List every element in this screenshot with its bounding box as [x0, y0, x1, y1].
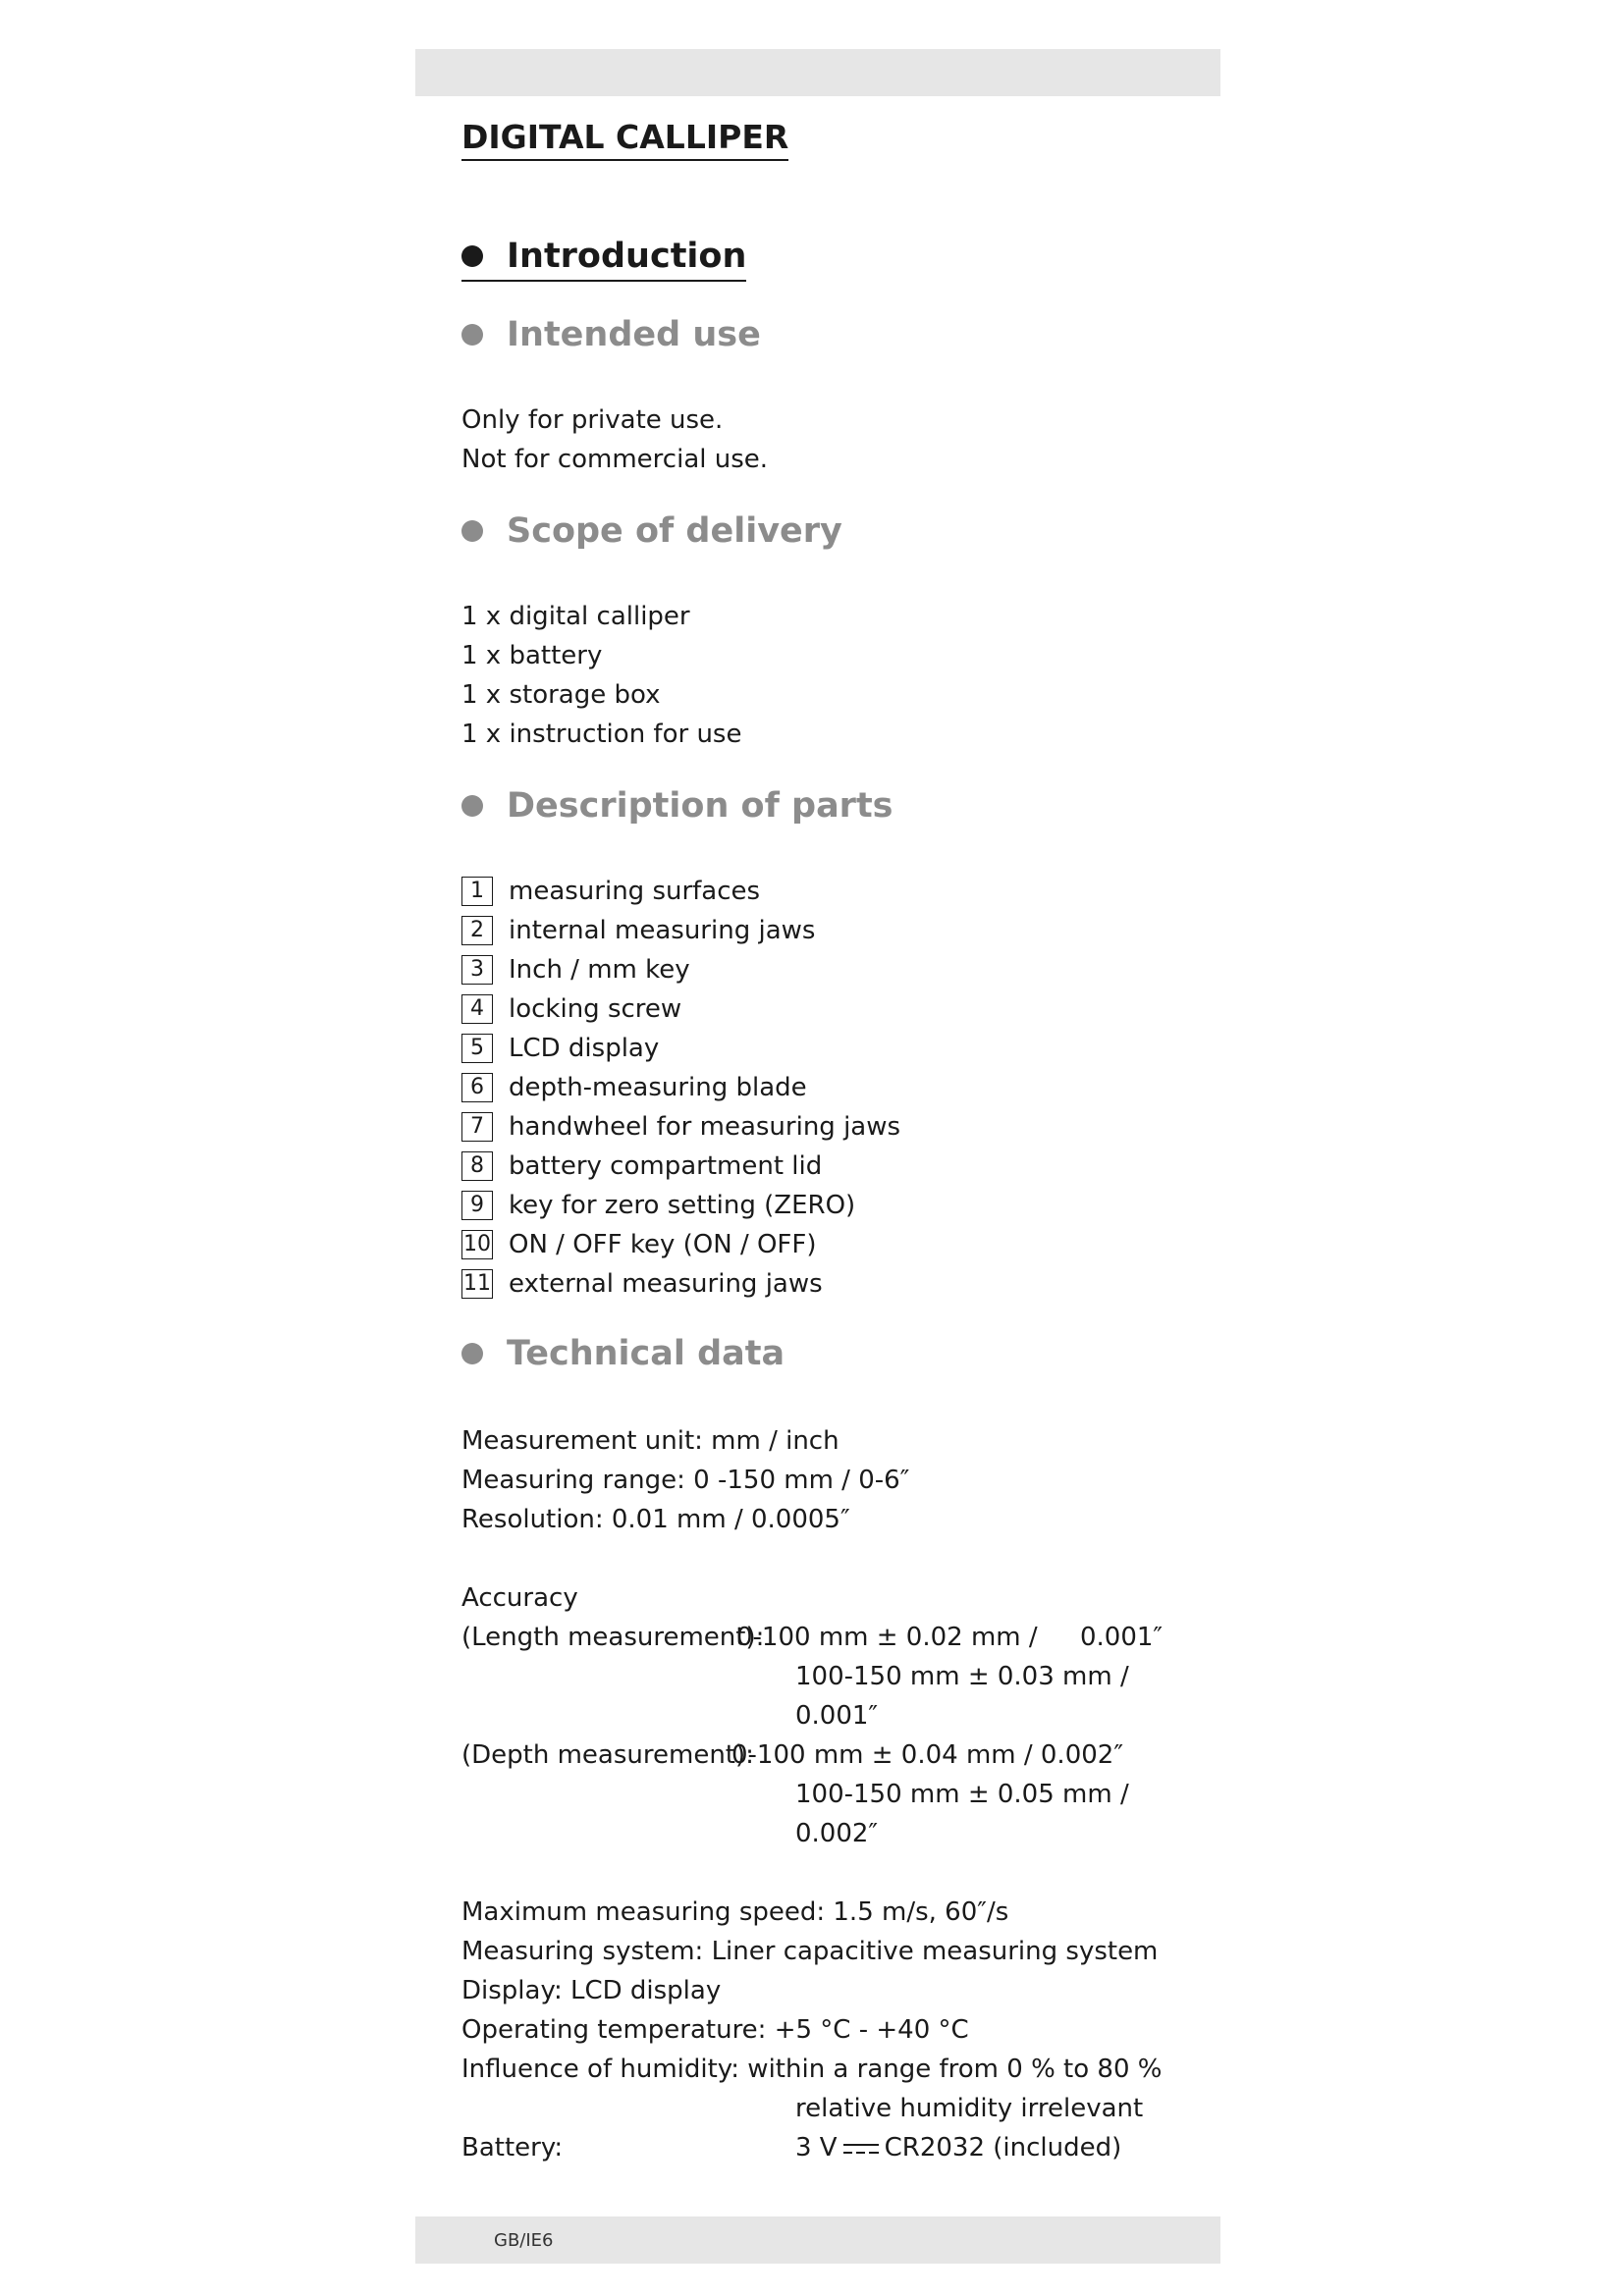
list-item — [461, 1029, 900, 1068]
battery-type: CR2032 (included) — [884, 2133, 1122, 2163]
heading-text: Scope of delivery — [507, 511, 842, 551]
depth-label: (Depth measurement): — [461, 1740, 754, 1770]
part-label: LCD display — [509, 1034, 660, 1063]
bullet-icon — [461, 245, 483, 267]
document-title: DIGITAL CALLIPER — [461, 120, 788, 161]
battery-voltage: 3 V — [795, 2133, 838, 2163]
bullet-icon — [461, 324, 483, 346]
list-item: 1 x storage box — [461, 680, 661, 710]
page-code: GB/IE6 — [494, 2230, 554, 2251]
length-value-inch: 0.001″ — [1080, 1623, 1164, 1652]
part-number: 6 — [461, 1073, 493, 1102]
parts-list — [461, 872, 900, 1304]
header-bar — [415, 49, 1220, 96]
list-item — [461, 911, 900, 950]
depth-value: 0.002″ — [795, 1819, 879, 1848]
list-item — [461, 950, 900, 989]
heading-text: Intended use — [507, 315, 761, 354]
spec-measurement-unit: Measurement unit: mm / inch — [461, 1426, 839, 1456]
list-item — [461, 1225, 900, 1264]
battery-label: Battery: — [461, 2133, 564, 2163]
bullet-icon — [461, 520, 483, 542]
part-number: 9 — [461, 1191, 493, 1220]
list-item — [461, 872, 900, 911]
part-label: locking screw — [509, 994, 682, 1024]
spacer — [461, 1539, 1188, 1578]
list-item — [461, 1107, 900, 1147]
part-number: 2 — [461, 916, 493, 945]
part-label: external measuring jaws — [509, 1269, 823, 1299]
part-number: 10 — [461, 1230, 493, 1259]
part-number: 11 — [461, 1269, 493, 1299]
section-heading-parts — [461, 787, 893, 826]
spec-resolution: Resolution: 0.01 mm / 0.0005″ — [461, 1505, 850, 1534]
length-value: 0.001″ — [795, 1701, 879, 1731]
spec-depth-row-3 — [461, 1814, 1188, 1853]
bullet-icon — [461, 1343, 483, 1364]
list-item: 1 x instruction for use — [461, 720, 742, 749]
heading-text: Description of parts — [507, 786, 893, 826]
length-value: 0-100 mm ± 0.02 mm / — [736, 1623, 1038, 1652]
spec-humidity: Influence of humidity: within a range from 0 % to 80 % — [461, 2055, 1163, 2084]
intended-use-text — [461, 400, 768, 479]
spec-display: Display: LCD display — [461, 1976, 722, 2005]
depth-value: 100-150 mm ± 0.05 mm / — [795, 1780, 1129, 1809]
dc-symbol-icon — [843, 2142, 879, 2156]
list-item — [461, 1264, 900, 1304]
spec-battery — [461, 2128, 1188, 2167]
part-label: battery compartment lid — [509, 1151, 823, 1181]
list-item — [461, 1147, 900, 1186]
section-heading-intended-use — [461, 316, 761, 354]
heading-text: Technical data — [507, 1334, 785, 1373]
spec-measuring-range: Measuring range: 0 -150 mm / 0-6″ — [461, 1466, 910, 1495]
spec-depth-row-2 — [461, 1775, 1188, 1814]
text-line: Not for commercial use. — [461, 445, 769, 474]
spec-length-row — [461, 1618, 1188, 1657]
list-item — [461, 989, 900, 1029]
part-number: 5 — [461, 1034, 493, 1063]
part-label: depth-measuring blade — [509, 1073, 807, 1102]
scope-list — [461, 597, 741, 754]
spec-accuracy-label: Accuracy — [461, 1583, 578, 1613]
bullet-icon — [461, 795, 483, 817]
battery-value — [795, 2128, 1121, 2167]
spec-length-row-3 — [461, 1696, 1188, 1735]
list-item — [461, 1186, 900, 1225]
section-heading-technical-data — [461, 1335, 785, 1373]
humidity-value: relative humidity irrelevant — [795, 2094, 1144, 2123]
part-number: 4 — [461, 994, 493, 1024]
part-label: ON / OFF key (ON / OFF) — [509, 1230, 817, 1259]
part-label: Inch / mm key — [509, 955, 690, 985]
section-heading-introduction — [461, 238, 746, 282]
part-number: 7 — [461, 1112, 493, 1142]
list-item: 1 x battery — [461, 641, 603, 670]
text-line: Only for private use. — [461, 405, 724, 435]
depth-value: 0-100 mm ± 0.04 mm / 0.002″ — [731, 1740, 1124, 1770]
footer-bar — [415, 2216, 1220, 2264]
spec-length-row-2 — [461, 1657, 1188, 1696]
part-number: 3 — [461, 955, 493, 985]
part-label: internal measuring jaws — [509, 916, 816, 945]
list-item: 1 x digital calliper — [461, 602, 690, 631]
part-number: 8 — [461, 1151, 493, 1181]
spec-speed: Maximum measuring speed: 1.5 m/s, 60″/s — [461, 1897, 1009, 1927]
spec-temperature: Operating temperature: +5 °C - +40 °C — [461, 2015, 969, 2045]
spec-humidity-2 — [461, 2089, 1188, 2128]
spec-depth-row — [461, 1735, 1188, 1775]
heading-text: Introduction — [507, 237, 747, 276]
spacer — [461, 1853, 1188, 1893]
technical-data — [461, 1421, 1188, 2167]
list-item — [461, 1068, 900, 1107]
spec-system: Measuring system: Liner capacitive measuring system — [461, 1937, 1159, 1966]
part-label: measuring surfaces — [509, 877, 761, 906]
part-number: 1 — [461, 877, 493, 906]
section-heading-scope — [461, 512, 842, 551]
length-label: (Length measurement): — [461, 1623, 765, 1652]
part-label: handwheel for measuring jaws — [509, 1112, 901, 1142]
length-value: 100-150 mm ± 0.03 mm / — [795, 1662, 1129, 1691]
part-label: key for zero setting (ZERO) — [509, 1191, 856, 1220]
